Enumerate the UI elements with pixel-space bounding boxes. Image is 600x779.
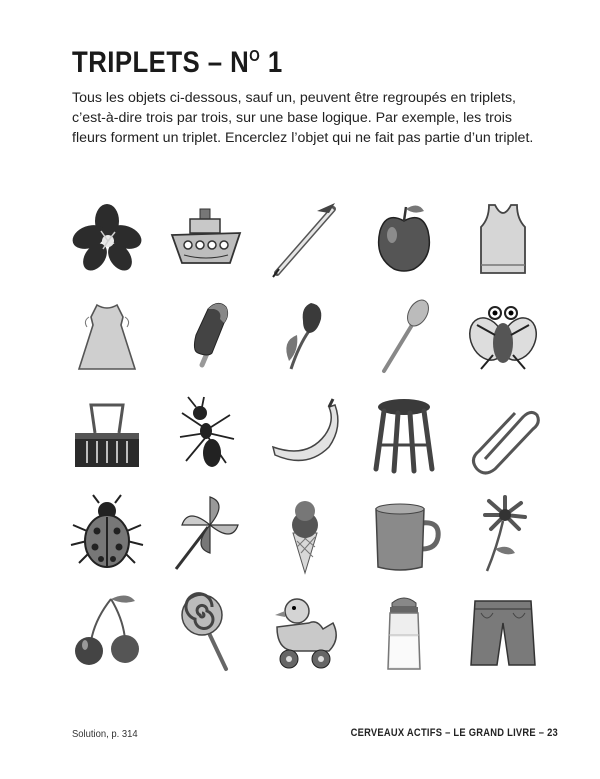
flower-icon[interactable] bbox=[57, 190, 156, 288]
grid-row bbox=[57, 582, 552, 680]
page-title: TRIPLETS – $N^O$ 1 bbox=[72, 46, 283, 79]
popsicle-icon[interactable] bbox=[156, 288, 255, 386]
shorts-icon[interactable] bbox=[453, 582, 552, 680]
duck-toy-icon[interactable] bbox=[255, 582, 354, 680]
stool-icon[interactable] bbox=[354, 386, 453, 484]
apple-icon[interactable] bbox=[354, 190, 453, 288]
mug-icon[interactable] bbox=[354, 484, 453, 582]
ice-cream-icon[interactable] bbox=[255, 484, 354, 582]
grid-row bbox=[57, 288, 552, 386]
ladybug-icon[interactable] bbox=[57, 484, 156, 582]
cherries-icon[interactable] bbox=[57, 582, 156, 680]
book-footer: CERVEAUX ACTIFS – LE GRAND LIVRE – 23 bbox=[350, 727, 558, 739]
tank-top-icon[interactable] bbox=[453, 190, 552, 288]
lollipop-icon[interactable] bbox=[156, 582, 255, 680]
boat-icon[interactable] bbox=[156, 190, 255, 288]
daisy-icon[interactable] bbox=[453, 484, 552, 582]
object-grid bbox=[57, 190, 552, 680]
paperclip-icon[interactable] bbox=[453, 386, 552, 484]
ant-icon[interactable] bbox=[156, 386, 255, 484]
grid-row bbox=[57, 386, 552, 484]
banana-icon[interactable] bbox=[255, 386, 354, 484]
dress-icon[interactable] bbox=[57, 288, 156, 386]
solution-reference: Solution, p. 314 bbox=[72, 728, 138, 740]
spoon-icon[interactable] bbox=[354, 288, 453, 386]
intro-text: Tous les objets ci-dessous, sauf un, peuvent être regroupés en triplets, c’est-à-dire trois par trois, sur une base logique. Par exemple, les trois fleurs forment un triplet. Encerclez l’objet qui ne fait pas partie d’un triplet. bbox=[72, 90, 534, 146]
binder-clip-icon[interactable] bbox=[57, 386, 156, 484]
fly-icon[interactable] bbox=[453, 288, 552, 386]
pinwheel-icon[interactable] bbox=[156, 484, 255, 582]
tulip-icon[interactable] bbox=[255, 288, 354, 386]
pen-icon[interactable] bbox=[255, 190, 354, 288]
grid-row bbox=[57, 190, 552, 288]
grid-row bbox=[57, 484, 552, 582]
salt-shaker-icon[interactable] bbox=[354, 582, 453, 680]
